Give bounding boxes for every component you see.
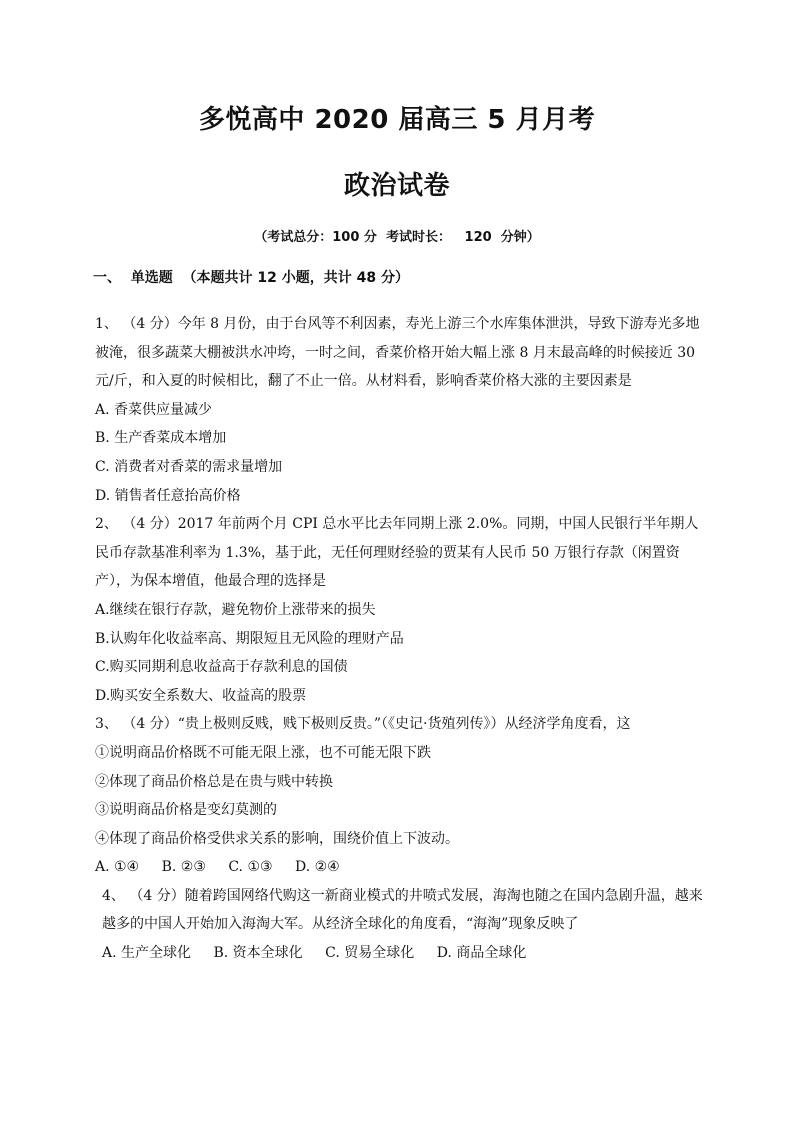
option-row <box>95 853 705 882</box>
option-row <box>102 939 705 968</box>
question-stem: 1、 （4 分）今年 8 月份，由于台风等不利因素，寿光上游三个水库集体泄洪，导致下游寿光多地被淹，很多蔬菜大棚被洪水冲垮，一时之间，香菜价格开始大幅上涨 8 月末最高峰的时候接近 30 元/斤，和入夏的时候相比，翻了不止一倍。从材料看，影响香菜价格大涨的主要因素是 <box>95 316 700 390</box>
question-1 <box>95 310 705 510</box>
statement-3: ③说明商品价格是变幻莫测的 <box>95 802 277 819</box>
question-stem: 3、 （4 分）“贵上极则反贱，贱下极则反贵。”（《史记·货殖列传》）从经济学角度看，这 <box>95 716 631 733</box>
option-a: A. ①④ <box>95 859 140 876</box>
option-d: D.购买安全系数大、收益高的股票 <box>95 687 307 704</box>
option-a: A. 香菜供应量减少 <box>95 401 213 418</box>
statement-2: ②体现了商品价格总是在贵与贱中转换 <box>95 773 333 790</box>
statement-1: ①说明商品价格既不可能无限上涨，也不可能无限下跌 <box>95 744 431 761</box>
section-heading: 一、 单选题 （本题共计 12 小题，共计 48 分） <box>93 270 409 286</box>
option-d: D. 销售者任意抬高价格 <box>95 487 241 504</box>
option-b: B.认购年化收益率高、期限短且无风险的理财产品 <box>95 630 404 647</box>
exam-title: 多悦高中 2020 届高三 5 月月考 <box>198 105 596 135</box>
option-b: B. ②③ <box>161 859 206 876</box>
option-b: B. 资本全球化 <box>213 945 303 962</box>
question-list <box>95 310 705 968</box>
option-d: D. 商品全球化 <box>436 945 527 962</box>
option-a: A. 生产全球化 <box>102 945 192 962</box>
option-a: A.继续在银行存款，避免物价上涨带来的损失 <box>95 601 376 618</box>
option-c: C. 消费者对香菜的需求量增加 <box>95 458 283 475</box>
option-c: C. 贸易全球化 <box>325 945 415 962</box>
question-4 <box>95 882 705 968</box>
option-c: C. ①③ <box>228 859 273 876</box>
statement-4: ④体现了商品价格受供求关系的影响，围绕价值上下波动。 <box>95 830 459 847</box>
exam-info: （考试总分：100 分 考试时长： 120 分钟） <box>254 230 540 245</box>
question-stem: 2、 （4 分）2017 年前两个月 CPI 总水平比去年同期上涨 2.0%。同期，中国人民银行半年期人民币存款基准利率为 1.3%，基于此，无任何理财经验的贾某有人民币 50 万银行存款（闲置资产），为保本增值，他最合理的选择是 <box>95 516 699 590</box>
option-d: D. ②④ <box>295 859 340 876</box>
option-b: B. 生产香菜成本增加 <box>95 430 227 447</box>
option-c: C.购买同期利息收益高于存款利息的国债 <box>95 659 348 676</box>
question-2 <box>95 510 705 710</box>
question-stem: 4、 （4 分）随着跨国网络代购这一新商业模式的井喷式发展，海淘也随之在国内急剧升温，越来越多的中国人开始加入海淘大军。从经济全球化的角度看，“海淘”现象反映了 <box>102 887 703 933</box>
exam-subject: 政治试卷 <box>343 171 450 201</box>
question-3 <box>95 710 705 882</box>
